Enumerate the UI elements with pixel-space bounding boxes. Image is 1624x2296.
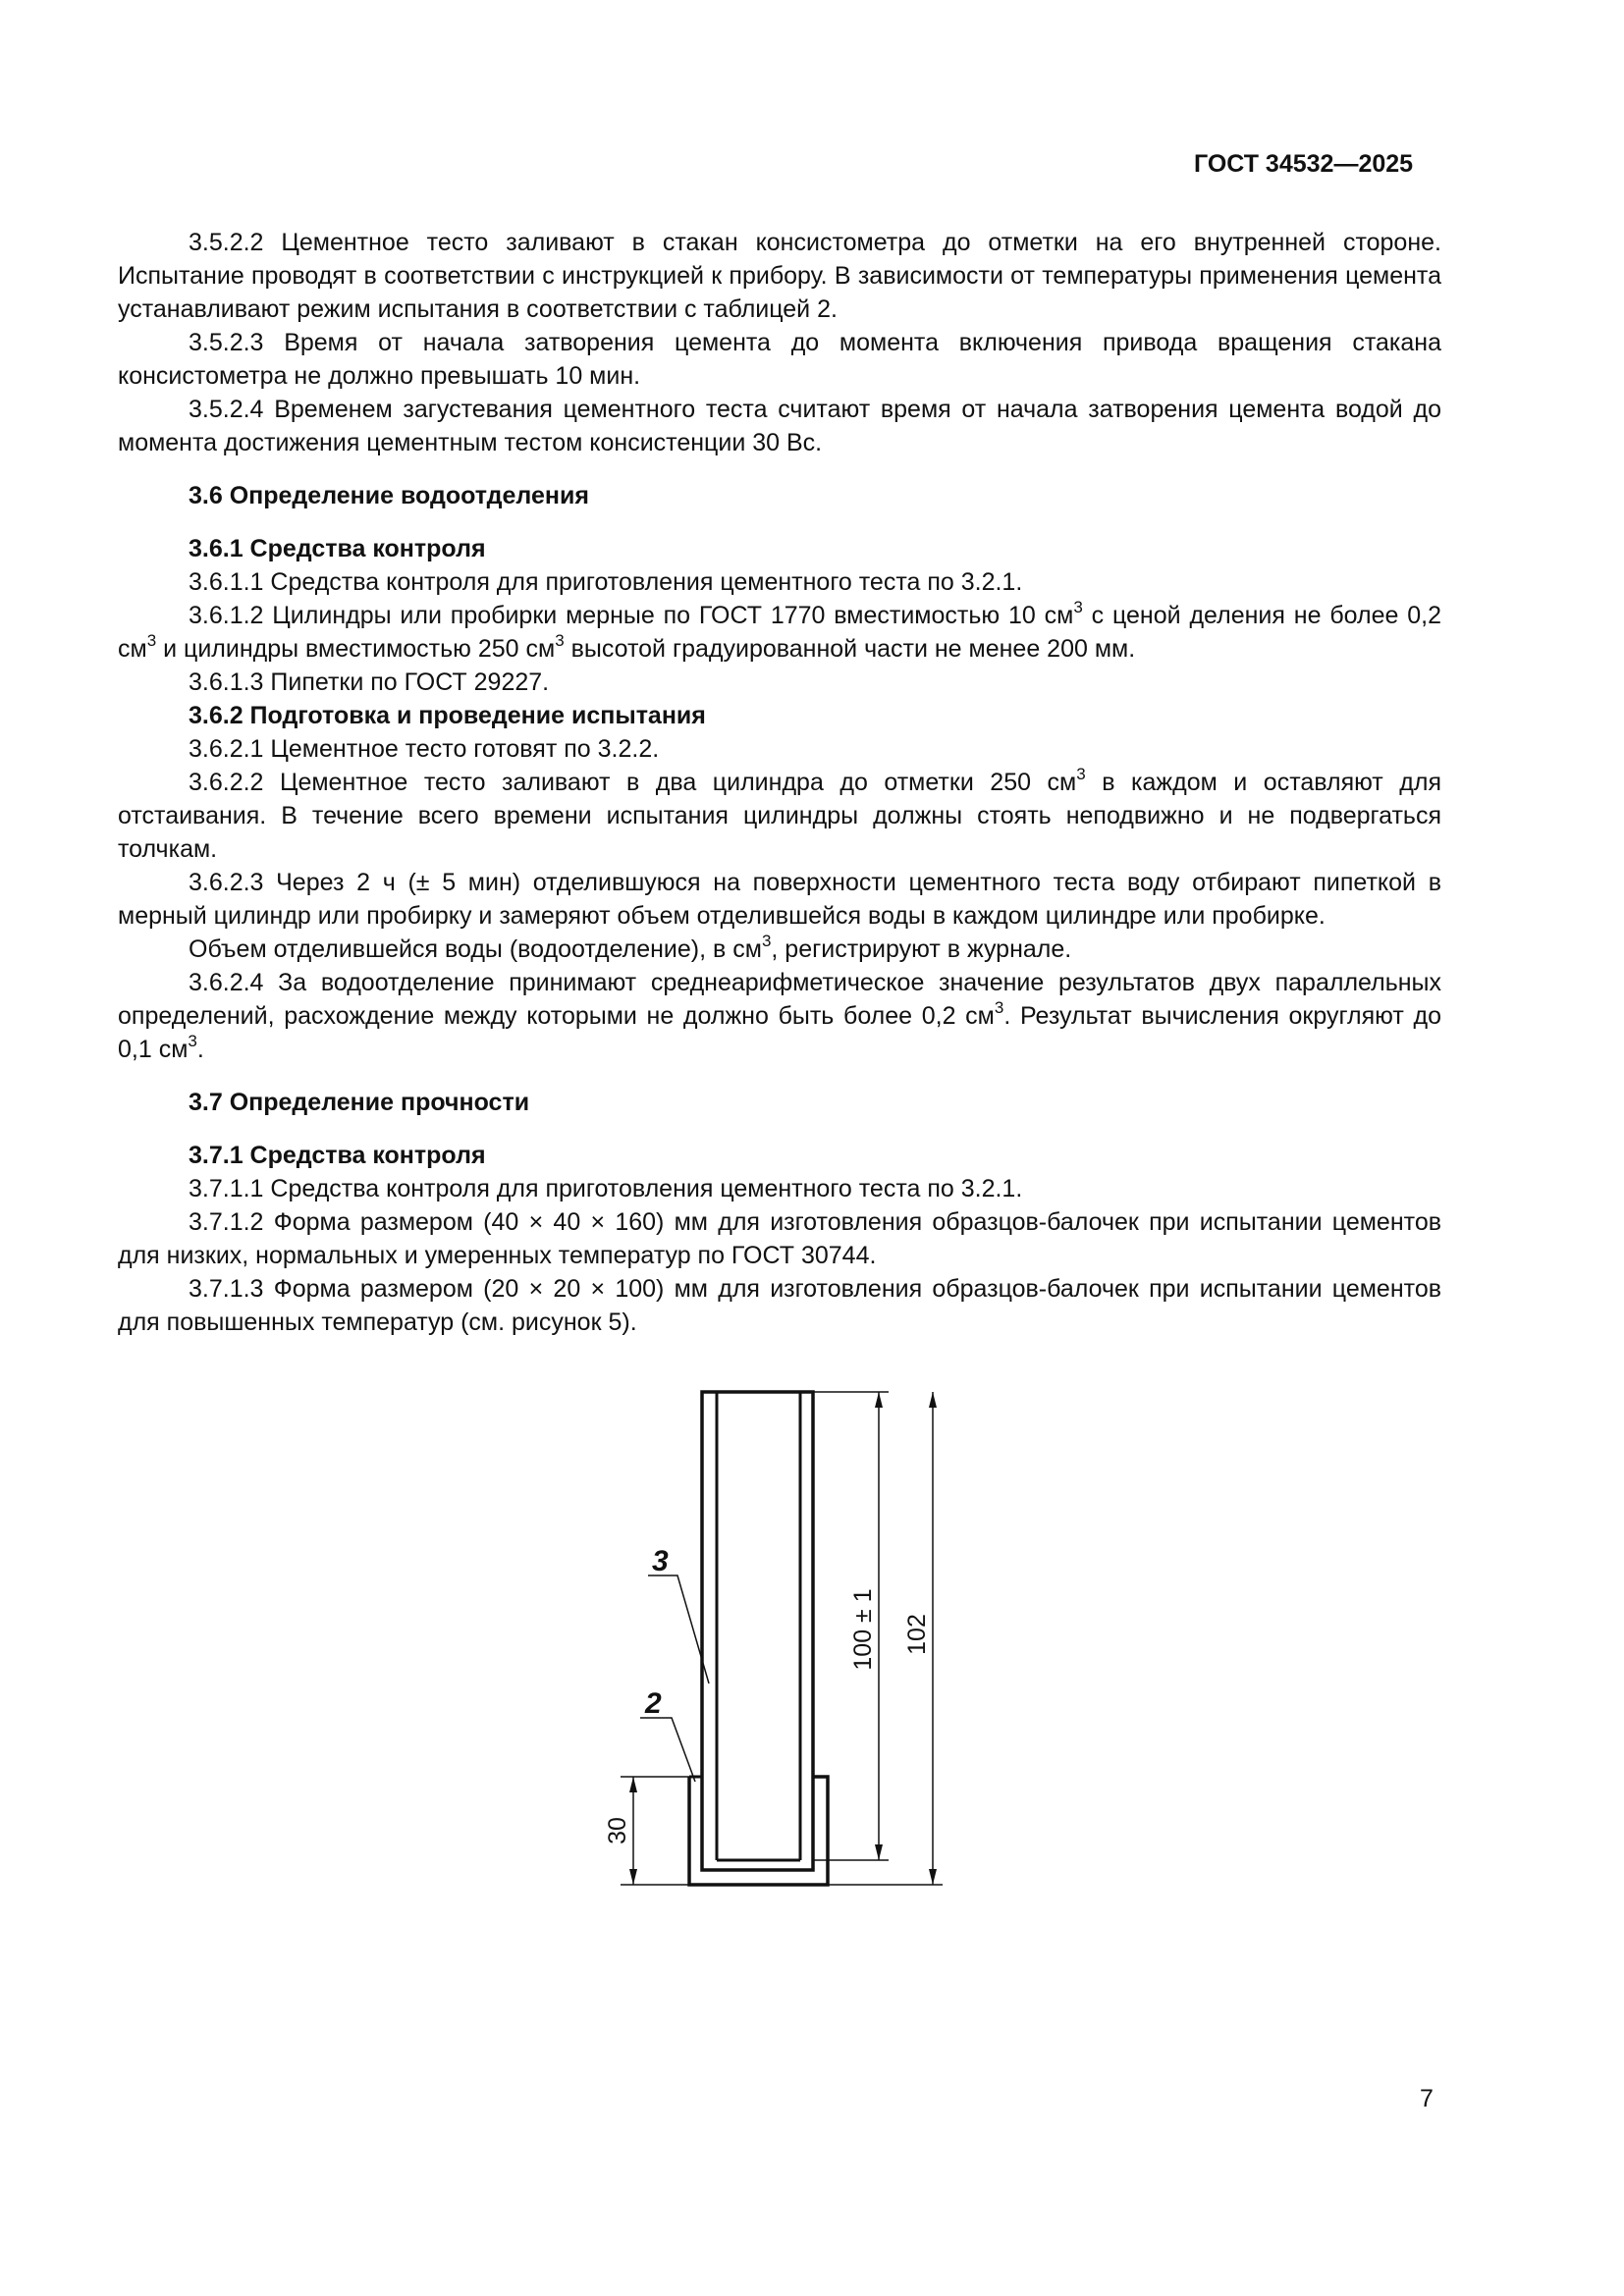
paragraph-volume: Объем отделившейся воды (водоотделение), в $см^3$, регистрируют в журнале. [189,931,1072,963]
paragraph-3-6-1-2: 3.6.1.2 Цилиндры или пробирки мерные по ГОСТ 1770 вместимостью 10 $см^3$ с ценой деления не более 0,2 $см^3$ и цилиндры вместимостью 250 $см^3$ высотой градуированной части не менее 200 мм. [118,597,1441,663]
paragraph-3-6-2-1: 3.6.2.1 Цементное тесто готовят по 3.2.2. [189,735,660,763]
paragraph-3-7-1-2: 3.7.1.2 Форма размером (40 × 40 × 160) мм для изготовления образцов-балочек при испытании цементов для низких, нормальных и умеренных температур по ГОСТ 30744. [118,1208,1441,1269]
subsection-heading-3-7-1: 3.7.1 Средства контроля [189,1142,486,1169]
paragraph-3-6-2-3: 3.6.2.3 Через 2 ч (± 5 мин) отделившуюся на поверхности цементного теста воду отбирают пипеткой в мерный цилиндр или пробирку и замеряют объем отделившейся воды в каждом цилиндре или пробирке. [118,869,1441,930]
paragraph-3-7-1-3: 3.7.1.3 Форма размером (20 × 20 × 100) мм для изготовления образцов-балочек при испытании цементов для повышенных температур (см. рисунок 5). [118,1275,1441,1336]
paragraph-3-6-1-3: 3.6.1.3 Пипетки по ГОСТ 29227. [189,668,550,696]
paragraph-3-5-2-2: 3.5.2.2 Цементное тесто заливают в стакан консистометра до отметки на его внутренней стороне. Испытание проводят в соответствии с инструкцией к прибору. В зависимости от температуры применения цемента устанавливают режим испытания в соответствии с таблицей 2. [118,229,1441,323]
document-body [118,226,1441,1339]
subsection-heading-3-6-2: 3.6.2 Подготовка и проведение испытания [189,702,706,729]
paragraph-3-6-2-4: 3.6.2.4 За водоотделение принимают среднеарифметическое значение результатов двух параллельных определений, расхождение между которыми не должно быть более 0,2 $см^3$. Результат вычисления округляют до 0,1 $см^3$. [118,969,1441,1063]
figure-label-3: 3 [652,1545,669,1577]
paragraph-3-5-2-3: 3.5.2.3 Время от начала затворения цемента до момента включения привода вращения стакана консистометра не должно превышать 10 мин. [118,329,1441,390]
mold-drawing-svg [589,1379,952,1909]
subsection-heading-3-6-1: 3.6.1 Средства контроля [189,535,486,562]
paragraph-3-7-1-1: 3.7.1.1 Средства контроля для приготовления цементного теста по 3.2.1. [189,1175,1023,1202]
tube-outline [702,1392,813,1870]
figure-label-2: 2 [645,1687,662,1720]
paragraph-3-5-2-4: 3.5.2.4 Временем загустевания цементного теста считают время от начала затворения цемента водой до момента достижения цементным тестом консистенции 30 Вс. [118,396,1441,456]
document-header: ГОСТ 34532—2025 [1194,150,1414,178]
leader-2 [640,1718,695,1782]
dimension-base-label: 30 [604,1817,631,1844]
section-heading-3-6: 3.6 Определение водоотделения [189,482,589,509]
paragraph-3-6-2-2: 3.6.2.2 Цементное тесто заливают в два цилиндра до отметки 250 $см^3$ в каждом и оставляют для отстаивания. В течение всего времени испытания цилиндры должны стоять неподвижно и не подвергаться толчкам. [118,764,1441,863]
paragraph-3-6-1-1: 3.6.1.1 Средства контроля для приготовления цементного теста по 3.2.1. [189,568,1023,596]
dimension-inner-label: 100 ± 1 [849,1588,877,1671]
leader-3 [648,1575,709,1683]
page-number: 7 [1420,2085,1434,2112]
figure-5-mold-drawing [589,1379,952,1909]
dimension-outer-label: 102 [903,1614,931,1655]
section-heading-3-7: 3.7 Определение прочности [189,1089,530,1116]
